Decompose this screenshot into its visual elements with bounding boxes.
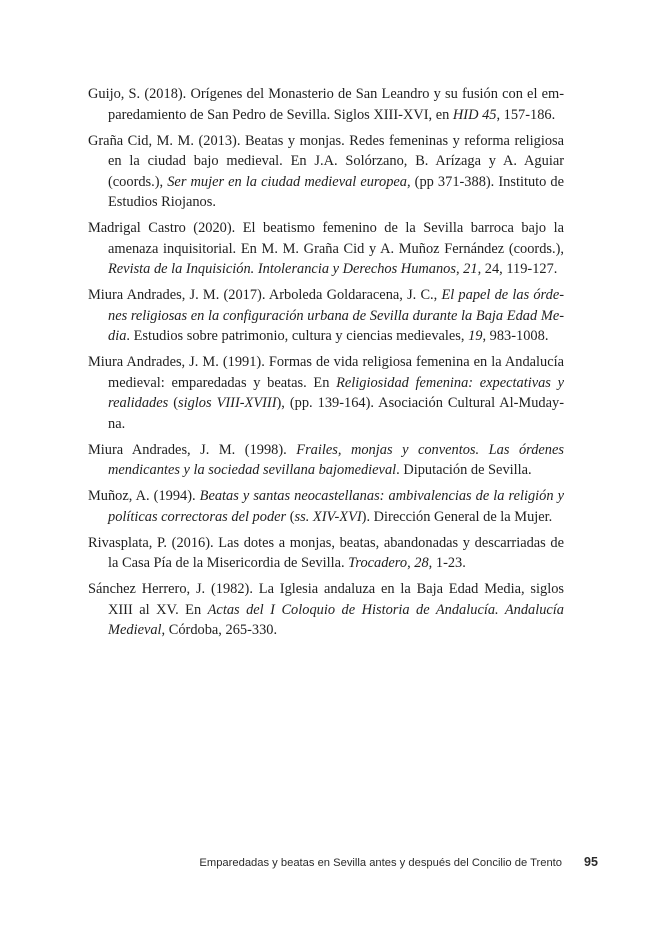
entry-text: , 1-23. — [428, 555, 466, 571]
bibliography-entry — [88, 352, 564, 434]
page-number: 95 — [584, 855, 598, 869]
entry-text: Miura Andrades, J. M. (1991). Formas de vida religiosa femenina en la Andalucía medieval: emparedadas y beatas. En — [88, 354, 564, 391]
entry-text: , 24, 119-127. — [477, 261, 558, 277]
entry-text: Muñoz, A. (1994). — [88, 488, 200, 504]
entry-text: ), (pp. 139-164). Asociación Cultural Al-Mudayna. — [108, 395, 565, 432]
entry-italic-text: Frailes, monjas y conventos. Las órdenes mendicantes y la sociedad sevillana bajomedieval — [108, 441, 564, 478]
entry-text: Miura Andrades, J. M. (2017). Arboleda Goldaracena, J. C., — [88, 287, 442, 303]
page-footer — [0, 855, 650, 875]
entry-italic-text: Religiosidad femenina: expectativas y realidades — [108, 374, 564, 411]
entry-italic-text: Ser mujer en la ciudad medieval europea — [167, 173, 407, 190]
entry-italic-text: El papel de las órdenes religiosas en la configuración urbana de Sevilla durante la Baja Edad Media — [108, 287, 565, 344]
entry-text: ( — [168, 395, 178, 411]
bibliography-entry — [88, 440, 564, 481]
entry-italic-text: HID 45 — [452, 106, 497, 123]
entry-text: Graña Cid, M. M. (2013). Beatas y monjas. Redes femeninas y reforma religiosa en la ciudad bajo medieval. En J.A. Solórzano, B. Arízaga y A. Aguiar (coords.), — [88, 132, 564, 190]
entry-text: , Córdoba, 265-330. — [161, 622, 278, 638]
bibliography-entry — [88, 285, 564, 347]
entry-text: . Estudios sobre patrimonio, cultura y ciencias medievales, — [126, 328, 469, 344]
entry-italic-text: 21 — [463, 261, 478, 277]
bibliography-entry — [88, 533, 564, 574]
bibliography-entry — [88, 84, 564, 125]
bibliography-entry — [88, 486, 564, 527]
entry-italic-text: siglos VIII-XVIII — [178, 395, 277, 411]
entry-italic-text: Beatas y santas neocastellanas: ambivalencias de la religión y políticas correctoras del poder — [108, 488, 565, 525]
entry-text: . Diputación de Sevilla. — [396, 462, 532, 478]
entry-italic-text: Revista de la Inquisición. Intolerancia y Derechos Humanos — [108, 261, 456, 277]
entry-text: Madrigal Castro (2020). El beatismo femenino de la Sevilla barroca bajo la amenaza inquisitorial. En M. M. Graña Cid y A. Muñoz Fernández (coords.), — [88, 220, 564, 257]
entry-text: Guijo, S. (2018). Orígenes del Monasterio de San Leandro y su fusión con el emparedamiento de San Pedro de Sevilla. Siglos XIII-XVI, en — [88, 86, 564, 123]
entry-text: , 983-1008. — [482, 328, 549, 344]
entry-italic-text: Actas del I Coloquio de Historia de Andalucía. Andalucía Medieval — [108, 601, 565, 638]
bibliography-entry — [88, 218, 564, 280]
entry-text: Sánchez Herrero, J. (1982). La Iglesia andaluza en la Baja Edad Media, siglos XIII al XV. En — [88, 581, 564, 618]
entry-italic-text: Trocadero — [348, 555, 408, 571]
entry-text: Rivasplata, P. (2016). Las dotes a monjas, beatas, abandonadas y descarriadas de la Casa Pía de la Misericordia de Sevilla. — [88, 534, 564, 571]
bibliography-entry — [88, 131, 564, 213]
entry-text: , 157-186. — [496, 106, 556, 123]
entry-text: , — [455, 261, 464, 277]
entry-italic-text: 28 — [414, 555, 429, 571]
entry-text: ( — [286, 508, 295, 525]
entry-text: , (pp 371-388). Instituto de Estudios Riojanos. — [108, 173, 564, 210]
entry-text: , — [407, 555, 415, 571]
entry-text: ). Dirección General de la Mujer. — [361, 508, 553, 525]
entry-text: Miura Andrades, J. M. (1998). — [88, 441, 297, 458]
bibliography-entry — [88, 579, 564, 641]
entry-italic-text: ss. XIV-XVI — [294, 508, 362, 525]
entry-italic-text: 19 — [468, 328, 483, 344]
running-head: Emparedadas y beatas en Sevilla antes y después del Concilio de Trento — [199, 857, 562, 869]
bibliography-list — [88, 84, 564, 646]
